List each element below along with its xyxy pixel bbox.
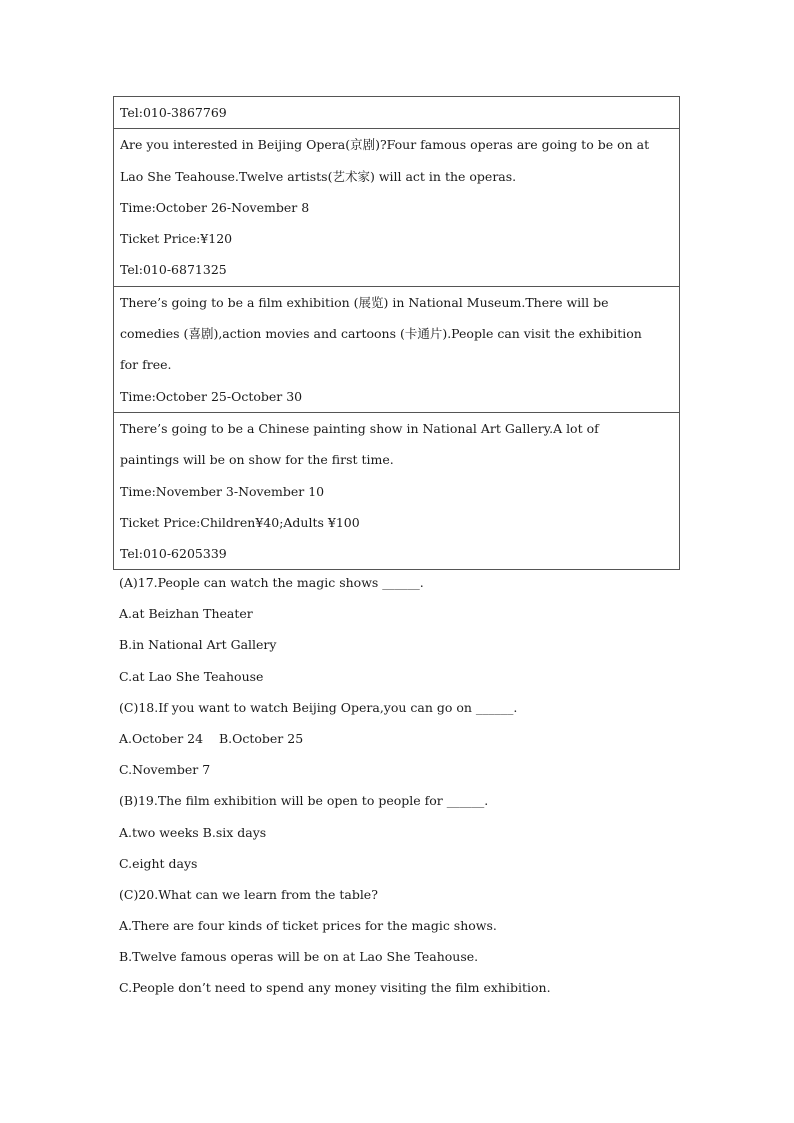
description-line: Lao She Teahouse.Twelve artists(艺术家) will act in the operas.	[120, 168, 517, 184]
question-17-option: A.at Beizhan Theater	[119, 606, 253, 622]
price-line: Ticket Price:Children¥40;Adults ¥100	[120, 514, 360, 530]
table-cell-painting-show	[114, 412, 679, 569]
description-line: paintings will be on show for the first time.	[120, 452, 394, 468]
question-18-option: C.November 7	[119, 762, 211, 778]
description-line: There’s going to be a film exhibition (展览) in National Museum.There will be	[120, 294, 609, 310]
tel-line: Tel:010-3867769	[120, 105, 227, 120]
question-list	[119, 567, 719, 1004]
question-20-stem: (C)20.What can we learn from the table?	[119, 886, 378, 902]
question-20-option: C.People don’t need to spend any money visiting the film exhibition.	[119, 980, 551, 996]
question-19-option: A.two weeks B.six days	[119, 824, 267, 840]
question-20-option: B.Twelve famous operas will be on at Lao She Teahouse.	[119, 949, 479, 965]
question-17-stem: (A)17.People can watch the magic shows ______.	[119, 575, 424, 590]
tel-line: Tel:010-6871325	[120, 262, 227, 278]
tel-line: Tel:010-6205339	[120, 546, 227, 562]
description-line: Are you interested in Beijing Opera(京剧)?Four famous operas are going to be on at	[120, 137, 650, 153]
table-cell-beijing-opera	[114, 128, 679, 285]
time-line: Time:October 26-November 8	[120, 199, 310, 215]
table-cell-film-exhibition	[114, 286, 679, 412]
time-line: Time:October 25-October 30	[120, 388, 303, 404]
events-table	[113, 96, 680, 570]
description-line: comedies (喜剧),action movies and cartoons (卡通片).People can visit the exhibition	[120, 326, 642, 342]
price-line: Ticket Price:¥120	[120, 231, 233, 247]
question-18-option: A.October 24 B.October 25	[119, 730, 304, 746]
description-line: There’s going to be a Chinese painting show in National Art Gallery.A lot of	[120, 420, 599, 436]
question-17-option: B.in National Art Gallery	[119, 637, 277, 653]
question-17-option: C.at Lao She Teahouse	[119, 668, 264, 684]
question-19-option: C.eight days	[119, 855, 198, 871]
question-20-option: A.There are four kinds of ticket prices for the magic shows.	[119, 918, 497, 934]
description-line: for free.	[120, 357, 172, 373]
table-cell-1	[114, 97, 679, 128]
question-19-stem: (B)19.The film exhibition will be open to people for ______.	[119, 793, 489, 809]
time-line: Time:November 3-November 10	[120, 483, 325, 499]
question-18-stem: (C)18.If you want to watch Beijing Opera,you can go on ______.	[119, 699, 518, 715]
